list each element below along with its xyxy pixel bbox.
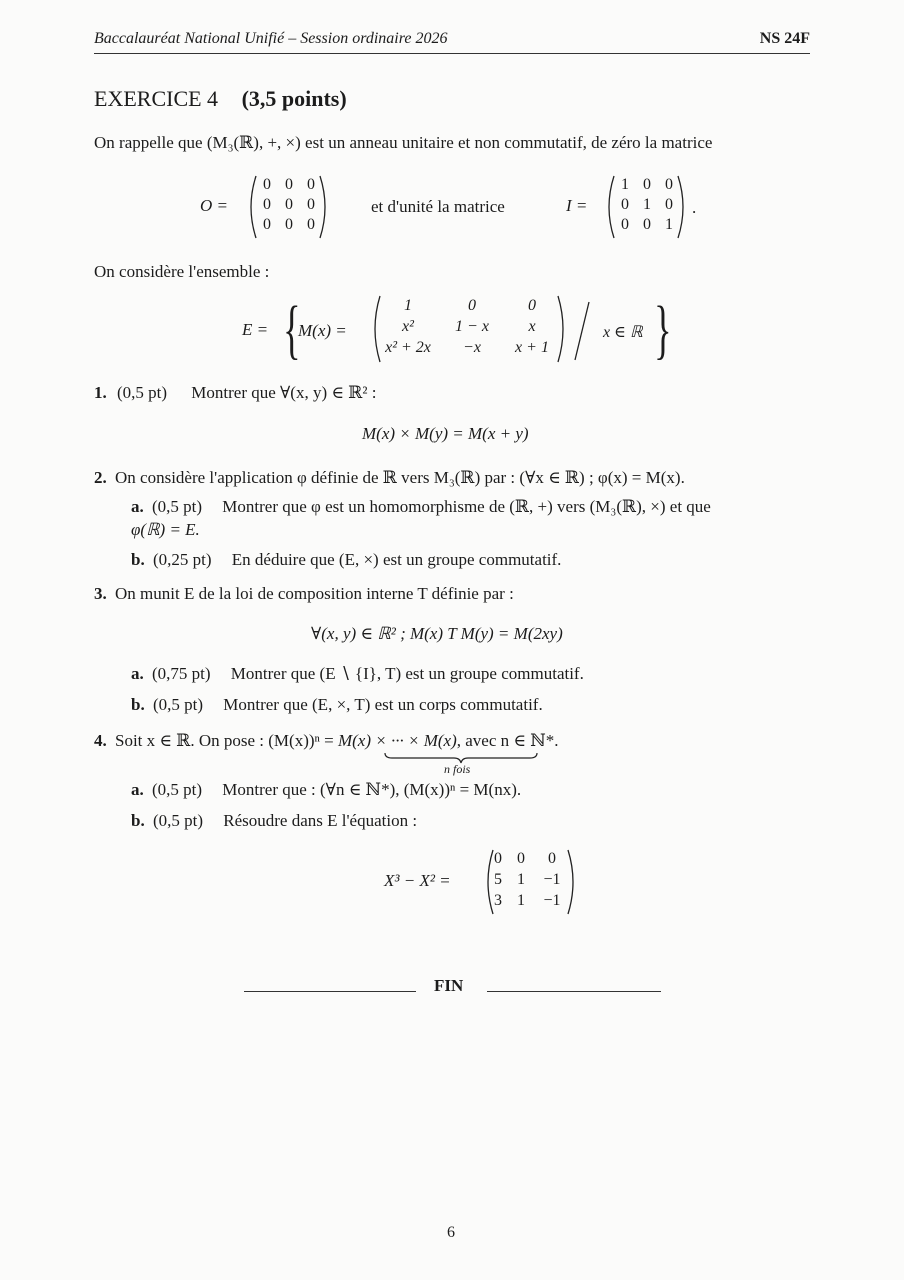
I-matrix [614,176,680,234]
right-paren-icon [566,848,580,916]
I-matrix-cell-1-0: 0 [621,196,629,213]
O-matrix-cell-1-0: 0 [263,196,271,213]
O-matrix-cell-0-0: 0 [263,176,271,193]
M-matrix-cell-2-2: x + 1 [515,339,549,356]
q4-text-end: , avec n ∈ ℕ*. [456,731,559,750]
set-intro: On considère l'ensemble : [94,262,270,281]
q2 [94,468,685,488]
page-number: 6 [447,1224,455,1241]
q1-number: 1. [94,383,107,402]
q3a-label: a. [131,664,144,683]
eq-matrix-cell-1-0: 5 [494,871,502,888]
I-label: I = [566,196,588,215]
q4b-points: (0,5 pt) [152,811,204,830]
I-matrix-cell-1-1: 1 [643,196,651,213]
M-matrix-cell-1-0: x² [402,318,414,335]
q4a-label: a. [131,780,144,799]
q2a-line2: φ(ℝ) = E. [131,520,200,539]
exercise-points: (3,5 points) [241,86,347,111]
right-paren-icon [556,294,570,364]
eq-matrix-cell-2-2: −1 [543,892,561,909]
q3a-points: (0,75 pt) [152,664,211,683]
O-matrix-cell-2-2: 0 [307,216,315,233]
eq-matrix-cell-2-1: 1 [517,892,525,909]
eq-label: X³ − X² = [384,871,451,890]
fin-rule-left [244,991,416,992]
q4a [131,780,521,800]
header-right: NS 24F [759,30,810,47]
q1-text: Montrer que ∀(x, y) ∈ ℝ² : [191,383,377,402]
q3b-label: b. [131,695,145,714]
I-matrix-cell-2-1: 0 [643,216,651,233]
O-matrix [256,176,322,234]
M-matrix-cell-1-1: 1 − x [455,318,489,335]
M-matrix [374,297,562,357]
exercise-title [94,86,347,112]
q4-product: M(x) × ··· × M(x) [337,731,457,750]
O-matrix-cell-1-1: 0 [285,196,293,213]
O-label: O = [200,196,228,215]
right-paren-icon [676,174,690,240]
O-matrix-cell-2-1: 0 [285,216,293,233]
M-matrix-cell-1-2: x [528,318,536,335]
O-matrix-cell-0-2: 0 [307,176,315,193]
eq-matrix-cell-1-2: −1 [543,871,561,888]
eq-matrix-cell-0-2: 0 [548,850,556,867]
I-matrix-cell-0-0: 1 [621,176,629,193]
slash-icon [572,300,592,362]
q3b-points: (0,5 pt) [152,695,204,714]
O-matrix-cell-2-0: 0 [263,216,271,233]
M-matrix-cell-0-2: 0 [528,297,536,314]
q4a-text: Montrer que : (∀n ∈ ℕ*), (M(x))ⁿ = M(nx). [222,780,522,799]
q2b-text: En déduire que (E, ×) est un groupe commutatif. [231,550,562,569]
right-brace-icon: } [654,293,672,366]
eq-matrix [488,850,570,910]
O-matrix-cell-0-1: 0 [285,176,293,193]
q1-points: (0,5 pt) [117,383,168,402]
header-left: Baccalauréat National Unifié – Session ordinaire 2026 [94,30,448,47]
eq-matrix-cell-0-0: 0 [494,850,502,867]
q2-text: On considère l'application φ définie de ℝ vers M₃(ℝ) par : (∀x ∈ ℝ) ; φ(x) = M(x). [115,468,685,487]
I-matrix-cell-1-2: 0 [665,196,673,213]
E-label: E = [242,320,269,339]
q4b-label: b. [131,811,145,830]
left-brace-icon: { [283,293,301,366]
I-matrix-cell-2-0: 0 [621,216,629,233]
q3-number: 3. [94,584,107,603]
q1 [94,383,376,403]
exercise-number: EXERCICE 4 [94,86,219,111]
brace-label: n fois [444,762,471,776]
Mx-label: M(x) = [298,321,347,340]
q2b-label: b. [131,550,145,569]
q2a-text: Montrer que φ est un homomorphisme de (ℝ, +) vers (M₃(ℝ), ×) et que [222,497,711,516]
q2a-label: a. [131,497,144,516]
right-paren-icon [318,174,332,240]
intro-line: On rappelle que (M₃(ℝ), +, ×) est un anneau unitaire et non commutatif, de zéro la matrice [94,133,713,152]
q4 [94,731,559,751]
q4b-text: Résoudre dans E l'équation : [223,811,418,830]
q3b-text: Montrer que (E, ×, T) est un corps commutatif. [223,695,543,714]
q4b [131,811,417,831]
eq-matrix-cell-0-1: 0 [517,850,525,867]
q2a [131,497,711,517]
q3a-text: Montrer que (E ∖ {I}, T) est un groupe commutatif. [230,664,584,683]
unit-text: et d'unité la matrice [371,197,505,216]
eq-matrix-cell-1-1: 1 [517,871,525,888]
q3-text: On munit E de la loi de composition interne T définie par : [115,584,514,603]
I-matrix-cell-2-2: 1 [665,216,673,233]
M-matrix-cell-2-1: −x [463,339,481,356]
set-condition: x ∈ ℝ [603,324,643,341]
q3b [131,695,543,715]
fin-rule-right [487,991,661,992]
q2a-points: (0,5 pt) [152,497,203,516]
M-matrix-cell-0-1: 0 [468,297,476,314]
q3-formula: ∀(x, y) ∈ ℝ² ; M(x) T M(y) = M(2xy) [311,624,563,643]
M-matrix-cell-2-0: x² + 2x [385,339,431,356]
q4-text: Soit x ∈ ℝ. On pose : (M(x))ⁿ = [115,731,334,750]
q2b [131,550,561,570]
eq-matrix-cell-2-0: 3 [494,892,502,909]
q2-number: 2. [94,468,107,487]
q1-formula: M(x) × M(y) = M(x + y) [362,424,529,443]
q4-number: 4. [94,731,107,750]
q3a [131,664,584,684]
M-matrix-cell-0-0: 1 [404,297,412,314]
O-matrix-cell-1-2: 0 [307,196,315,213]
q4a-points: (0,5 pt) [152,780,203,799]
I-matrix-cell-0-1: 0 [643,176,651,193]
q3 [94,584,514,604]
I-period: . [692,198,697,217]
fin-label: FIN [434,976,464,995]
I-matrix-cell-0-2: 0 [665,176,673,193]
q2b-points: (0,25 pt) [152,550,212,569]
header-rule [94,53,810,54]
